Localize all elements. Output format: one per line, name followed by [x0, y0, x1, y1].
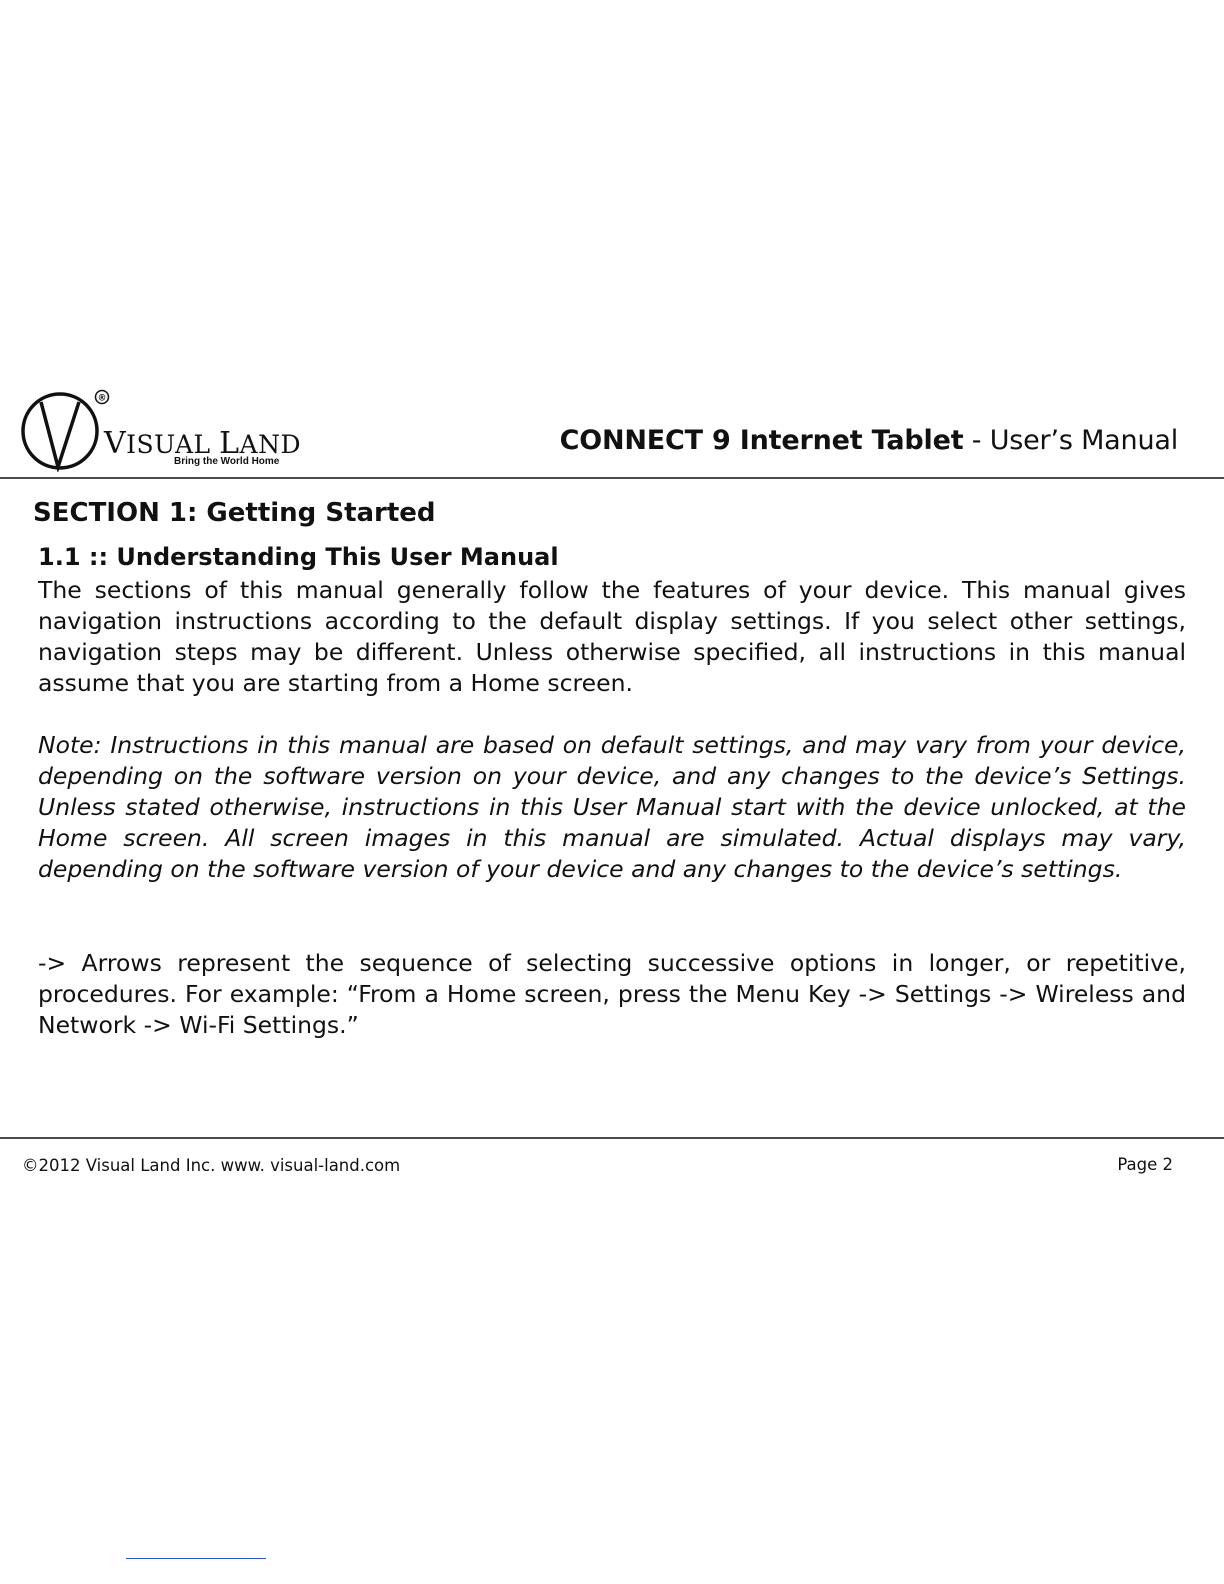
paragraph-note: Note: Instructions in this manual are based on default settings, and may vary from your device, depending on the software version on your device, and any changes to the device’s Settings. Unless stated otherwise, instructions in this User Manual start with the device unlocked, at the Home screen. All screen images in this manual are simulated. Actual displays may vary, depending on the software version of your device and any changes to the device’s settings. [38, 731, 1186, 883]
logo-text-isual: ISUAL [126, 430, 211, 459]
registered-mark: ® [97, 393, 107, 404]
manual-suffix: - User’s Manual [963, 425, 1178, 456]
manual-title [560, 425, 1178, 456]
subsection-heading: 1.1 :: Understanding This User Manual [38, 543, 559, 571]
page-number: Page 2 [1117, 1155, 1173, 1174]
logo-text-and: AND [239, 430, 301, 459]
decorative-line [126, 1558, 266, 1559]
paragraph-intro: The sections of this manual generally follow the features of your device. This manual gives navigation instructions according to the default display settings. If you select other settings, navigation steps may be different. Unless otherwise specified, all instructions in this manual assume that you are starting from a Home screen. [38, 576, 1186, 697]
header-divider [0, 477, 1224, 479]
footer-divider [0, 1137, 1224, 1139]
section-heading: SECTION 1: Getting Started [33, 498, 436, 528]
logo-tagline: Bring the World Home [174, 456, 280, 467]
logo-letter-l: L [219, 426, 240, 461]
paragraph-arrows: -> Arrows represent the sequence of selecting successive options in longer, or repetitive, procedures. For example: “From a Home screen, press the Menu Key -> Settings -> Wireless and Network -> Wi-Fi Settings.” [38, 949, 1186, 1039]
product-name: CONNECT 9 Internet Tablet [559, 425, 964, 456]
footer-copyright: ©2012 Visual Land Inc. www. visual-land.com [22, 1156, 401, 1175]
visual-land-logo [20, 388, 310, 472]
logo-letter-v: V [104, 426, 127, 461]
